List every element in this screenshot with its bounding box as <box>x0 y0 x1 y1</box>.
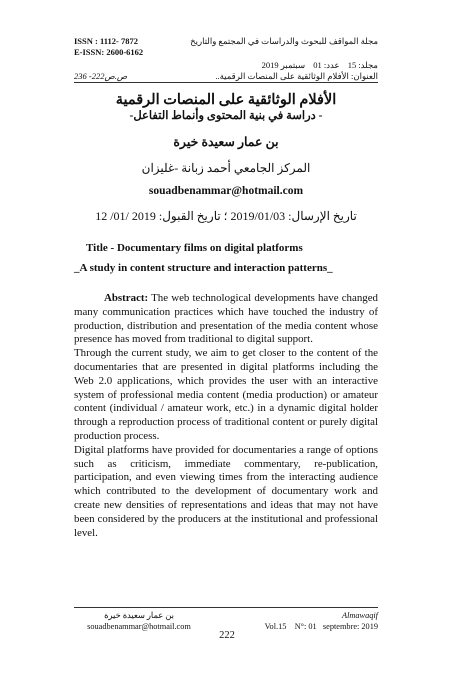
author-name-ar: بن عمار سعيدة خيرة <box>173 135 279 149</box>
footer-volume: Vol.15 <box>264 622 287 631</box>
footer-journal: Almawaqif <box>342 611 378 620</box>
title-ref-ar: العنوان: الأفلام الوثائقية على المنصات الرقمية.. <box>215 71 378 81</box>
journal-name-ar: مجلة المواقف للبحوث والدراسات في المجتمع والتاريخ <box>190 36 378 46</box>
footer-date: septembre: 2019 <box>322 622 378 631</box>
footer-email: souadbenammar@hotmail.com <box>87 622 191 631</box>
pages-ar: ص.ص222- 236 <box>74 71 128 81</box>
footer-rule <box>74 607 378 608</box>
footer-author-ar: بن عمار سعيدة خيرة <box>104 611 174 620</box>
issn-block <box>74 36 143 58</box>
footer-issue: N°: 01 <box>294 622 317 631</box>
affiliation-ar: المركز الجامعي أحمد زبانة -غليزان <box>141 161 311 175</box>
date-ar: سبتمبر 2019 <box>261 60 306 70</box>
abstract <box>74 292 378 540</box>
issue-ar: عدد: 01 <box>313 60 340 70</box>
page-number: 222 <box>219 630 235 641</box>
running-header <box>74 36 378 81</box>
abstract-p2: Through the current study, we aim to get closer to the content of the documentaries that are presented in digital platforms including the Web 2.0 applications, which provides the user with an interactive system of professional media content (media production) or amateur content (individual / amateur work, etc.) in a dynamic digital holder through a reproduction process of traditional content or purely digital production process. <box>74 347 378 442</box>
article-subtitle-ar: - دراسة في بنية المحتوى وأنماط التفاعل- <box>129 110 323 122</box>
abstract-paragraph <box>74 292 378 347</box>
volume-ar: مجلد: 15 <box>347 60 378 70</box>
abstract-p3: Digital platforms have provided for documentaries a range of options such as criticism, immediate commentary, re-publication, participation, and even viewing times from the interacting audience which contributed to the development of documentary work and create new densities of representations and ideas that may not have been considered by the producers at the institutional and professional level. <box>74 443 378 539</box>
abstract-label: Abstract: <box>104 292 149 304</box>
volume-issue-row <box>74 60 378 71</box>
eissn: E-ISSN: 2600-6162 <box>74 47 144 57</box>
paper-page <box>74 36 378 540</box>
author-email: souadbenammar@hotmail.com <box>148 185 304 197</box>
article-title-ar: الأفلام الوثائقية على المنصات الرقمية <box>115 92 337 108</box>
title-ref-row <box>74 71 378 82</box>
header-rule <box>74 82 378 83</box>
issn: ISSN : 1112- 7872 <box>74 36 138 46</box>
article-subtitle-en: _A study in content structure and interaction patterns_ <box>74 262 333 274</box>
article-title-en: Title - Documentary films on digital platforms <box>86 242 303 254</box>
abstract-p1: The web technological developments have changed many communication practices which have touched the industry of production, distribution and presentation of the media content whose presence has moved from traditional to digital support. <box>74 292 378 346</box>
footer-journal-block <box>208 610 378 632</box>
footer-author-block <box>74 610 204 632</box>
submission-dates: تاريخ الإرسال: 2019/01/03 ؛ تاريخ القبول: 2019 /01/ 12 <box>95 209 357 223</box>
